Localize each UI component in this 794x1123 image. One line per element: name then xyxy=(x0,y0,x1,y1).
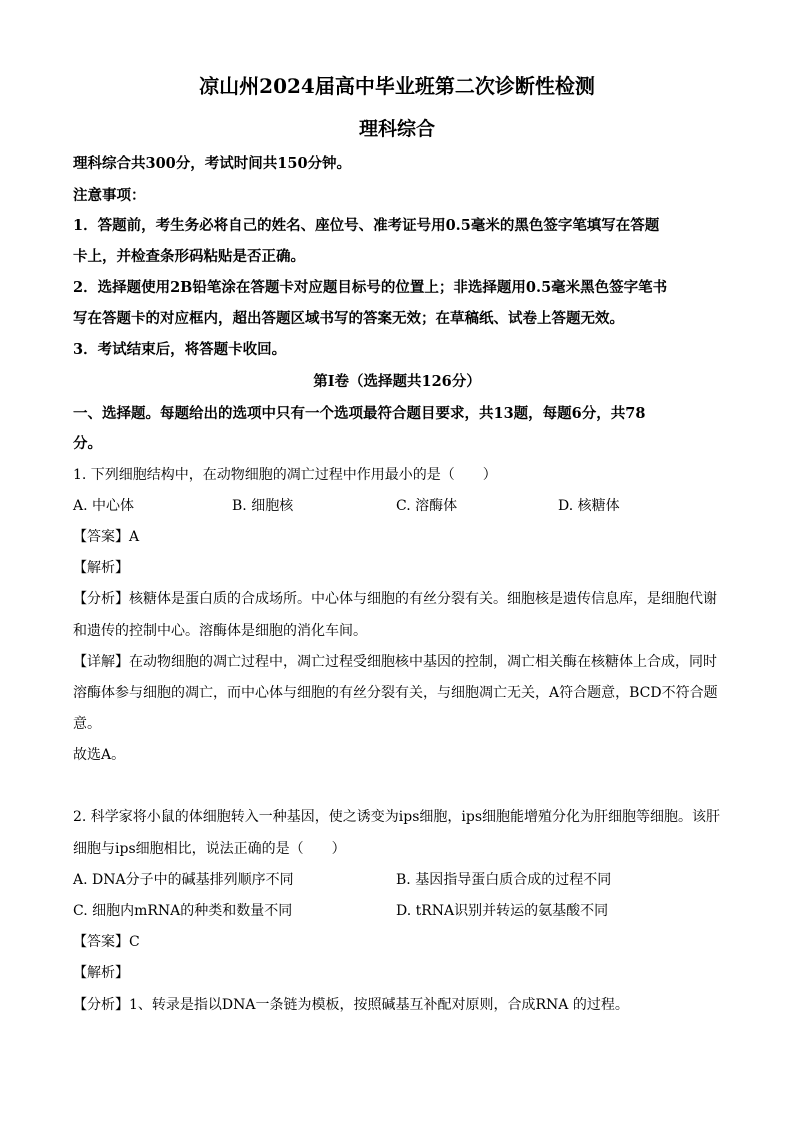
q1-detail-line-1 xyxy=(73,651,725,671)
q2-analysis-label: 【解析】 xyxy=(73,965,129,981)
section-instruction-line-2: 分。 xyxy=(73,435,102,452)
q2-option-d: D. tRNA识别并转运的氨基酸不同 xyxy=(396,903,609,919)
q2-answer-label: 【答案】 xyxy=(73,934,129,950)
q1-detail-line-2: 溶酶体参与细胞的凋亡，而中心体与细胞的有丝分裂有关，与细胞凋亡无关，A符合题意，BCD不符合题 xyxy=(73,685,718,701)
q1-fenxi-label: 【分析】 xyxy=(73,591,129,607)
notice-1-line-1: 1．答题前，考生务必将自己的姓名、座位号、准考证号用0.5毫米的黑色签字笔填写在答题 xyxy=(73,217,660,234)
q2-answer-value: C xyxy=(129,934,140,950)
q1-option-c: C. 溶酶体 xyxy=(396,498,458,514)
q2-option-c: C. 细胞内mRNA的种类和数量不同 xyxy=(73,903,293,919)
q2-option-a: A. DNA分子中的碱基排列顺序不同 xyxy=(73,872,294,888)
q2-answer xyxy=(73,931,725,951)
notice-3: 3．考试结束后，将答题卡收回。 xyxy=(73,341,287,358)
q1-answer-label: 【答案】 xyxy=(73,529,129,545)
q1-answer xyxy=(73,526,725,546)
q1-stem: 1. 下列细胞结构中，在动物细胞的凋亡过程中作用最小的是（ ） xyxy=(73,467,497,483)
q1-option-a: A. 中心体 xyxy=(73,498,135,514)
q1-conclusion: 故选A。 xyxy=(73,747,126,763)
notice-heading: 注意事项： xyxy=(73,187,146,204)
section-title: 第Ⅰ卷（选择题共126分） xyxy=(313,373,481,390)
q1-fenxi-line-1 xyxy=(73,588,725,608)
notice-2-line-2: 写在答题卡的对应框内，超出答题区域书写的答案无效；在草稿纸、试卷上答题无效。 xyxy=(73,310,624,327)
q1-analysis-label: 【解析】 xyxy=(73,560,129,576)
section-instruction-line-1: 一、选择题。每题给出的选项中只有一个选项最符合题目要求，共13题，每题6分，共78 xyxy=(73,405,646,422)
notice-1-line-2: 卡上，并检查条形码粘贴是否正确。 xyxy=(73,248,305,265)
q2-fenxi-line-1 xyxy=(73,994,725,1014)
q1-fenxi-text-1: 核糖体是蛋白质的合成场所。中心体与细胞的有丝分裂有关。细胞核是遗传信息库，是细胞代谢 xyxy=(129,591,717,607)
exam-subtitle: 理科综合 xyxy=(358,118,435,140)
q1-detail-line-3: 意。 xyxy=(73,716,101,732)
q1-answer-value: A xyxy=(129,529,140,545)
notice-2-line-1: 2．选择题使用2B铅笔涂在答题卡对应题目标号的位置上；非选择题用0.5毫米黑色签字笔书 xyxy=(73,279,668,296)
exam-title: 凉山州2024届高中毕业班第二次诊断性检测 xyxy=(199,74,595,98)
q2-stem-line-1: 2. 科学家将小鼠的体细胞转入一种基因，使之诱变为ips细胞，ips细胞能增殖分化为肝细胞等细胞。该肝 xyxy=(73,809,721,825)
q1-detail-label: 【详解】 xyxy=(73,654,129,670)
q1-detail-text-1: 在动物细胞的凋亡过程中，凋亡过程受细胞核中基因的控制，凋亡相关酶在核糖体上合成，同时 xyxy=(129,654,717,670)
q2-fenxi-text-1: 1、转录是指以DNA一条链为模板，按照碱基互补配对原则，合成RNA 的过程。 xyxy=(129,997,629,1013)
q2-stem-line-2: 细胞与ips细胞相比，说法正确的是（ ） xyxy=(73,841,346,857)
q1-option-b: B. 细胞核 xyxy=(232,498,294,514)
q2-option-b: B. 基因指导蛋白质合成的过程不同 xyxy=(396,872,612,888)
q2-fenxi-label: 【分析】 xyxy=(73,997,129,1013)
exam-info: 理科综合共300分，考试时间共150分钟。 xyxy=(73,155,352,172)
q1-fenxi-line-2: 和遗传的控制中心。溶酶体是细胞的消化车间。 xyxy=(73,623,367,639)
q1-option-d: D. 核糖体 xyxy=(558,498,620,514)
